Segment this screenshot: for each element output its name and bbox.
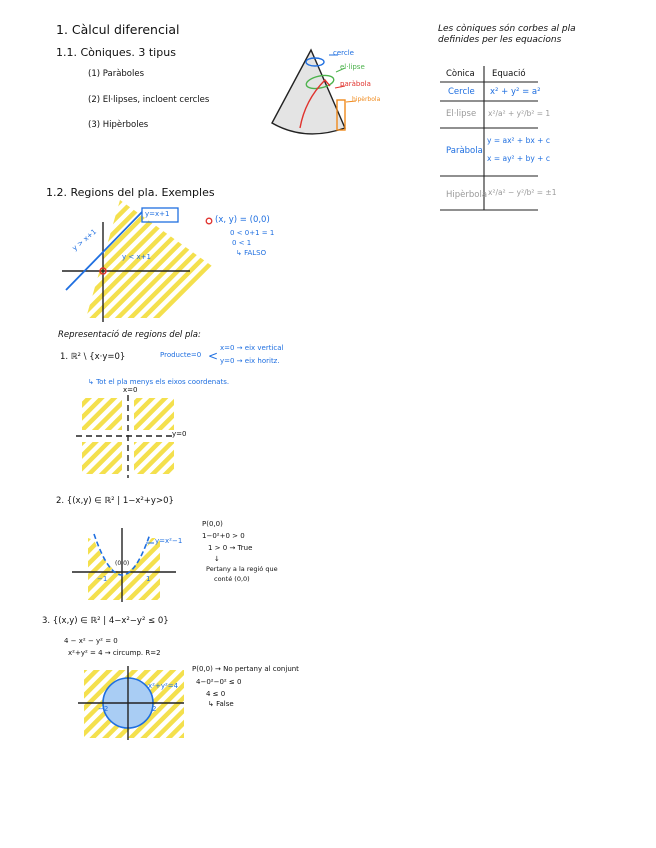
table-cell-equation: x²/a² − y²/b² = ±1 bbox=[488, 188, 557, 197]
conics-note-line1: Les còniques són corbes al pla bbox=[438, 24, 576, 34]
proof-line: 4 ≤ 0 bbox=[206, 690, 226, 698]
proof-line: 1 > 0 → True bbox=[208, 544, 253, 552]
test-line: ↳ FALSO bbox=[236, 249, 267, 257]
table-cell-conic: Cercle bbox=[448, 87, 475, 97]
axis-label-x0: x=0 bbox=[123, 386, 138, 394]
branch-label: y=0 → eix horitz. bbox=[220, 357, 280, 365]
circle-label: x²+y²=4 bbox=[148, 682, 179, 690]
tick-label: −2 bbox=[98, 705, 109, 713]
table-cell-conic: El·lipse bbox=[446, 109, 477, 119]
region-label-above: y > x+1 bbox=[70, 227, 99, 253]
table-header-equation: Equació bbox=[492, 69, 526, 79]
example-3-title: 3. {(x,y) ∈ ℝ² | 4−x²−y² ≤ 0} bbox=[42, 616, 169, 626]
proof-line: P(0,0) bbox=[202, 520, 223, 528]
list-item: (2) El·lipses, incloent cercles bbox=[88, 95, 210, 105]
section-title: 1.2. Regions del pla. Exemples bbox=[46, 186, 215, 199]
example-1-title: 1. ℝ² \ {x·y=0} bbox=[60, 352, 126, 362]
region-graph-2 bbox=[76, 395, 174, 478]
proof-line: ↓ bbox=[214, 555, 220, 563]
cone-label-parabola: paràbola bbox=[340, 80, 371, 88]
conics-note-line2: definides per les equacions bbox=[438, 35, 562, 45]
origin-label: (0,0) bbox=[115, 560, 130, 567]
brace-icon: < bbox=[208, 349, 219, 363]
list-item: (1) Paràboles bbox=[88, 69, 145, 79]
table-cell-equation: y = ax² + bx + c bbox=[487, 136, 550, 145]
table-cell-equation: x² + y² = a² bbox=[490, 87, 541, 97]
region-graph-4 bbox=[78, 666, 184, 740]
tick-label: 1 bbox=[146, 575, 151, 583]
proof-line: P(0,0) → No pertany al conjunt bbox=[192, 665, 299, 673]
test-point: (x, y) = (0,0) bbox=[215, 215, 270, 225]
table-header-conic: Cònica bbox=[446, 69, 475, 79]
cone-label-cercle: cercle bbox=[333, 49, 354, 57]
subsection-title: 1.1. Còniques. 3 tipus bbox=[56, 46, 176, 59]
representation-title: Representació de regions del pla: bbox=[58, 330, 201, 340]
proof-line: ↳ False bbox=[208, 700, 234, 708]
test-line: 0 < 0+1 = 1 bbox=[230, 229, 275, 237]
cone-label-hyperbola: hipèrbola bbox=[352, 96, 381, 103]
table-cell-equation: x²/a² + y²/b² = 1 bbox=[488, 109, 551, 118]
tick-label: −1 bbox=[97, 575, 108, 583]
axis-label-y0: y=0 bbox=[172, 430, 187, 438]
branch-label: x=0 → eix vertical bbox=[220, 344, 284, 352]
section-title: 1. Càlcul diferencial bbox=[56, 22, 180, 37]
curve-label: y=x²−1 bbox=[155, 537, 183, 545]
region-label-below: y < x+1 bbox=[122, 253, 151, 261]
product-label: Producte=0 bbox=[160, 351, 202, 359]
table-cell-conic: Paràbola bbox=[446, 146, 483, 156]
representation-note: ↳ Tot el pla menys els eixos coordenats. bbox=[88, 378, 230, 386]
proof-line: conté (0,0) bbox=[214, 575, 250, 583]
example-2-title: 2. {(x,y) ∈ ℝ² | 1−x²+y>0} bbox=[56, 496, 174, 506]
proof-line: 1−0²+0 > 0 bbox=[202, 532, 245, 540]
test-line: 0 < 1 bbox=[232, 239, 252, 247]
work-line: x²+y² = 4 → circump. R=2 bbox=[68, 649, 161, 657]
list-item: (3) Hipèrboles bbox=[88, 120, 149, 130]
proof-line: 4−0²−0² ≤ 0 bbox=[196, 678, 242, 686]
proof-line: Pertany a la regió que bbox=[206, 565, 278, 573]
boxed-equation: y=x+1 bbox=[145, 210, 170, 218]
table-cell-conic: Hipèrbola bbox=[446, 190, 488, 200]
work-line: 4 − x² − y² = 0 bbox=[64, 637, 118, 645]
table-cell-equation-2: x = ay² + by + c bbox=[487, 154, 550, 163]
tick-label: 2 bbox=[152, 705, 157, 713]
cone-label-ellipse: el·lipse bbox=[340, 63, 365, 71]
region-graph-1 bbox=[62, 200, 212, 322]
